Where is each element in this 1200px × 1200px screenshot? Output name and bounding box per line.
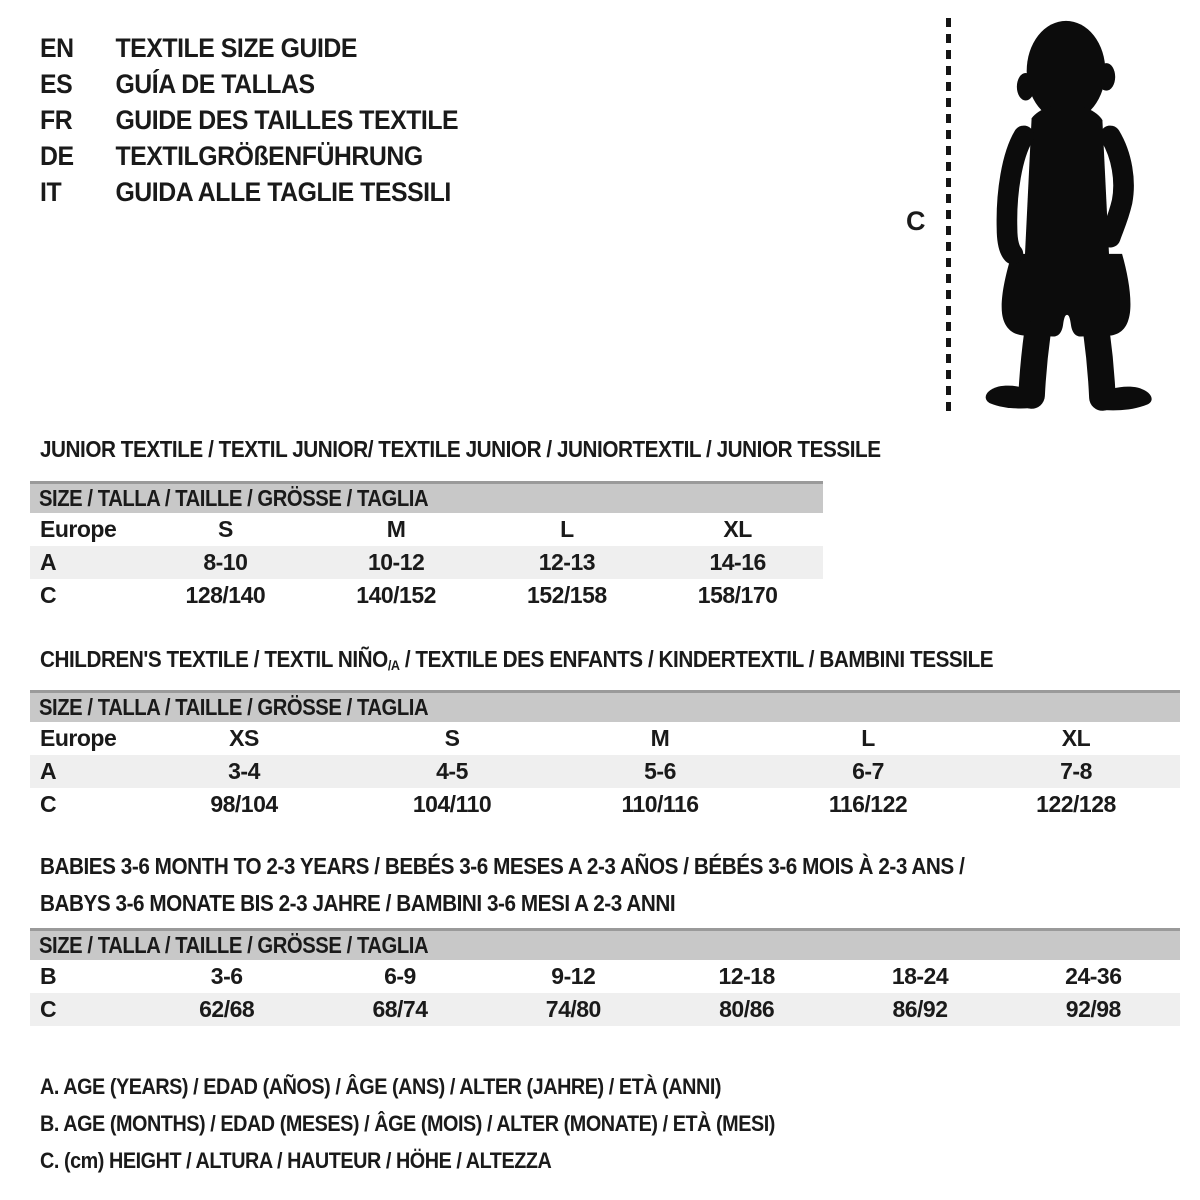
table-row bbox=[30, 960, 1180, 993]
height-measure-label: C bbox=[906, 206, 926, 236]
size-header-row bbox=[30, 692, 1180, 723]
size-cell: L bbox=[560, 516, 574, 542]
size-header-row bbox=[30, 483, 823, 514]
children-title-subscript: /A bbox=[387, 657, 400, 673]
size-cell: 8-10 bbox=[140, 546, 311, 579]
size-header-row bbox=[30, 930, 1180, 961]
language-row bbox=[40, 30, 458, 66]
size-cell: XS bbox=[229, 725, 259, 751]
size-cell: 10-12 bbox=[311, 546, 482, 579]
size-cell: 5-6 bbox=[556, 755, 764, 788]
babies-section-title-line2: BABYS 3-6 MONATE BIS 2-3 JAHRE / BAMBINI 3-6 MESI A 2-3 ANNI bbox=[40, 890, 676, 916]
size-cell: 80/86 bbox=[660, 993, 833, 1026]
language-title: GUÍA DE TALLAS bbox=[115, 69, 315, 99]
size-cell: 24-36 bbox=[1065, 963, 1122, 989]
size-cell: 12-13 bbox=[482, 546, 653, 579]
language-code: EN bbox=[40, 33, 74, 63]
size-cell: 7-8 bbox=[972, 755, 1180, 788]
babies-size-table bbox=[30, 928, 1180, 1026]
size-cell: 62/68 bbox=[140, 993, 313, 1026]
language-row bbox=[40, 66, 458, 102]
junior-size-table bbox=[30, 481, 823, 612]
legend-line-c: C. (cm) HEIGHT / ALTURA / HAUTEUR / HÖHE / ALTEZZA bbox=[40, 1148, 552, 1173]
legend-line-a: A. AGE (YEARS) / EDAD (AÑOS) / ÂGE (ANS) / ALTER (JAHRE) / ETÀ (ANNI) bbox=[40, 1074, 722, 1099]
row-label: A bbox=[30, 755, 140, 788]
row-label: Europe bbox=[40, 516, 117, 542]
language-title: TEXTILGRÖßENFÜHRUNG bbox=[115, 141, 423, 171]
language-title: GUIDE DES TAILLES TEXTILE bbox=[115, 105, 459, 135]
language-title-list bbox=[40, 30, 458, 210]
size-cell: L bbox=[861, 725, 875, 751]
size-cell: 14-16 bbox=[652, 546, 823, 579]
table-row bbox=[30, 513, 823, 546]
size-cell: M bbox=[650, 725, 670, 751]
size-cell: 3-6 bbox=[210, 963, 243, 989]
row-label: A bbox=[30, 546, 140, 579]
size-cell: XL bbox=[1061, 725, 1091, 751]
size-cell: 6-9 bbox=[384, 963, 416, 989]
size-header: SIZE / TALLA / TAILLE / GRÖSSE / TAGLIA bbox=[30, 930, 1180, 961]
size-cell: 18-24 bbox=[891, 963, 949, 989]
language-title: GUIDA ALLE TAGLIE TESSILI bbox=[115, 177, 451, 207]
size-cell: 74/80 bbox=[487, 993, 660, 1026]
size-cell: 6-7 bbox=[764, 755, 972, 788]
size-cell: 4-5 bbox=[348, 755, 556, 788]
size-cell: 98/104 bbox=[210, 791, 278, 817]
language-code: ES bbox=[40, 69, 73, 99]
row-label: C bbox=[30, 993, 140, 1026]
table-row bbox=[30, 755, 1180, 788]
language-row bbox=[40, 102, 458, 138]
size-cell: 68/74 bbox=[313, 993, 486, 1026]
size-cell: S bbox=[217, 516, 233, 542]
row-label: Europe bbox=[40, 725, 117, 751]
legend-line-b: B. AGE (MONTHS) / EDAD (MESES) / ÂGE (MOIS) / ALTER (MONATE) / ETÀ (MESI) bbox=[40, 1111, 775, 1136]
size-cell: 86/92 bbox=[833, 993, 1006, 1026]
children-section-title bbox=[40, 645, 993, 676]
size-cell: 3-4 bbox=[140, 755, 348, 788]
size-header: SIZE / TALLA / TAILLE / GRÖSSE / TAGLIA bbox=[30, 692, 1180, 723]
size-cell: 122/128 bbox=[1036, 791, 1116, 817]
size-cell: 128/140 bbox=[185, 582, 266, 608]
table-row bbox=[30, 546, 823, 579]
language-code: DE bbox=[40, 141, 74, 171]
table-row bbox=[30, 788, 1180, 821]
size-cell: 110/116 bbox=[621, 791, 699, 817]
size-cell: 104/110 bbox=[412, 791, 492, 817]
row-label: C bbox=[40, 582, 57, 608]
language-row bbox=[40, 174, 458, 210]
junior-section-title: JUNIOR TEXTILE / TEXTIL JUNIOR/ TEXTILE JUNIOR / JUNIORTEXTIL / JUNIOR TESSILE bbox=[40, 436, 881, 462]
height-measure-dashed-line bbox=[946, 18, 951, 416]
row-label: B bbox=[40, 963, 57, 989]
language-row bbox=[40, 138, 458, 174]
language-code: IT bbox=[40, 177, 62, 207]
table-row bbox=[30, 722, 1180, 755]
size-cell: 158/170 bbox=[697, 582, 778, 608]
toddler-silhouette-icon bbox=[968, 12, 1166, 425]
language-code: FR bbox=[40, 105, 73, 135]
size-cell: 116/122 bbox=[828, 791, 908, 817]
legend bbox=[40, 1068, 775, 1179]
size-cell: 140/152 bbox=[356, 582, 436, 608]
size-cell: XL bbox=[723, 516, 752, 542]
children-size-table bbox=[30, 690, 1180, 821]
size-cell: 12-18 bbox=[718, 963, 775, 989]
row-label: C bbox=[40, 791, 57, 817]
children-title-text: CHILDREN'S TEXTILE / TEXTIL NIÑO bbox=[40, 646, 388, 672]
size-header: SIZE / TALLA / TAILLE / GRÖSSE / TAGLIA bbox=[30, 483, 823, 514]
size-cell: 9-12 bbox=[551, 963, 596, 989]
size-cell: 92/98 bbox=[1007, 993, 1180, 1026]
size-cell: S bbox=[444, 725, 460, 751]
size-cell: 152/158 bbox=[527, 582, 607, 608]
size-cell: M bbox=[386, 516, 406, 542]
babies-section-title-line1: BABIES 3-6 MONTH TO 2-3 YEARS / BEBÉS 3-6 MESES A 2-3 AÑOS / BÉBÉS 3-6 MOIS À 2-3 ANS / bbox=[40, 853, 965, 879]
language-title: TEXTILE SIZE GUIDE bbox=[115, 33, 357, 63]
table-row bbox=[30, 579, 823, 612]
children-title-text: / TEXTILE DES ENFANTS / KINDERTEXTIL / BAMBINI TESSILE bbox=[399, 646, 994, 672]
table-row bbox=[30, 993, 1180, 1026]
